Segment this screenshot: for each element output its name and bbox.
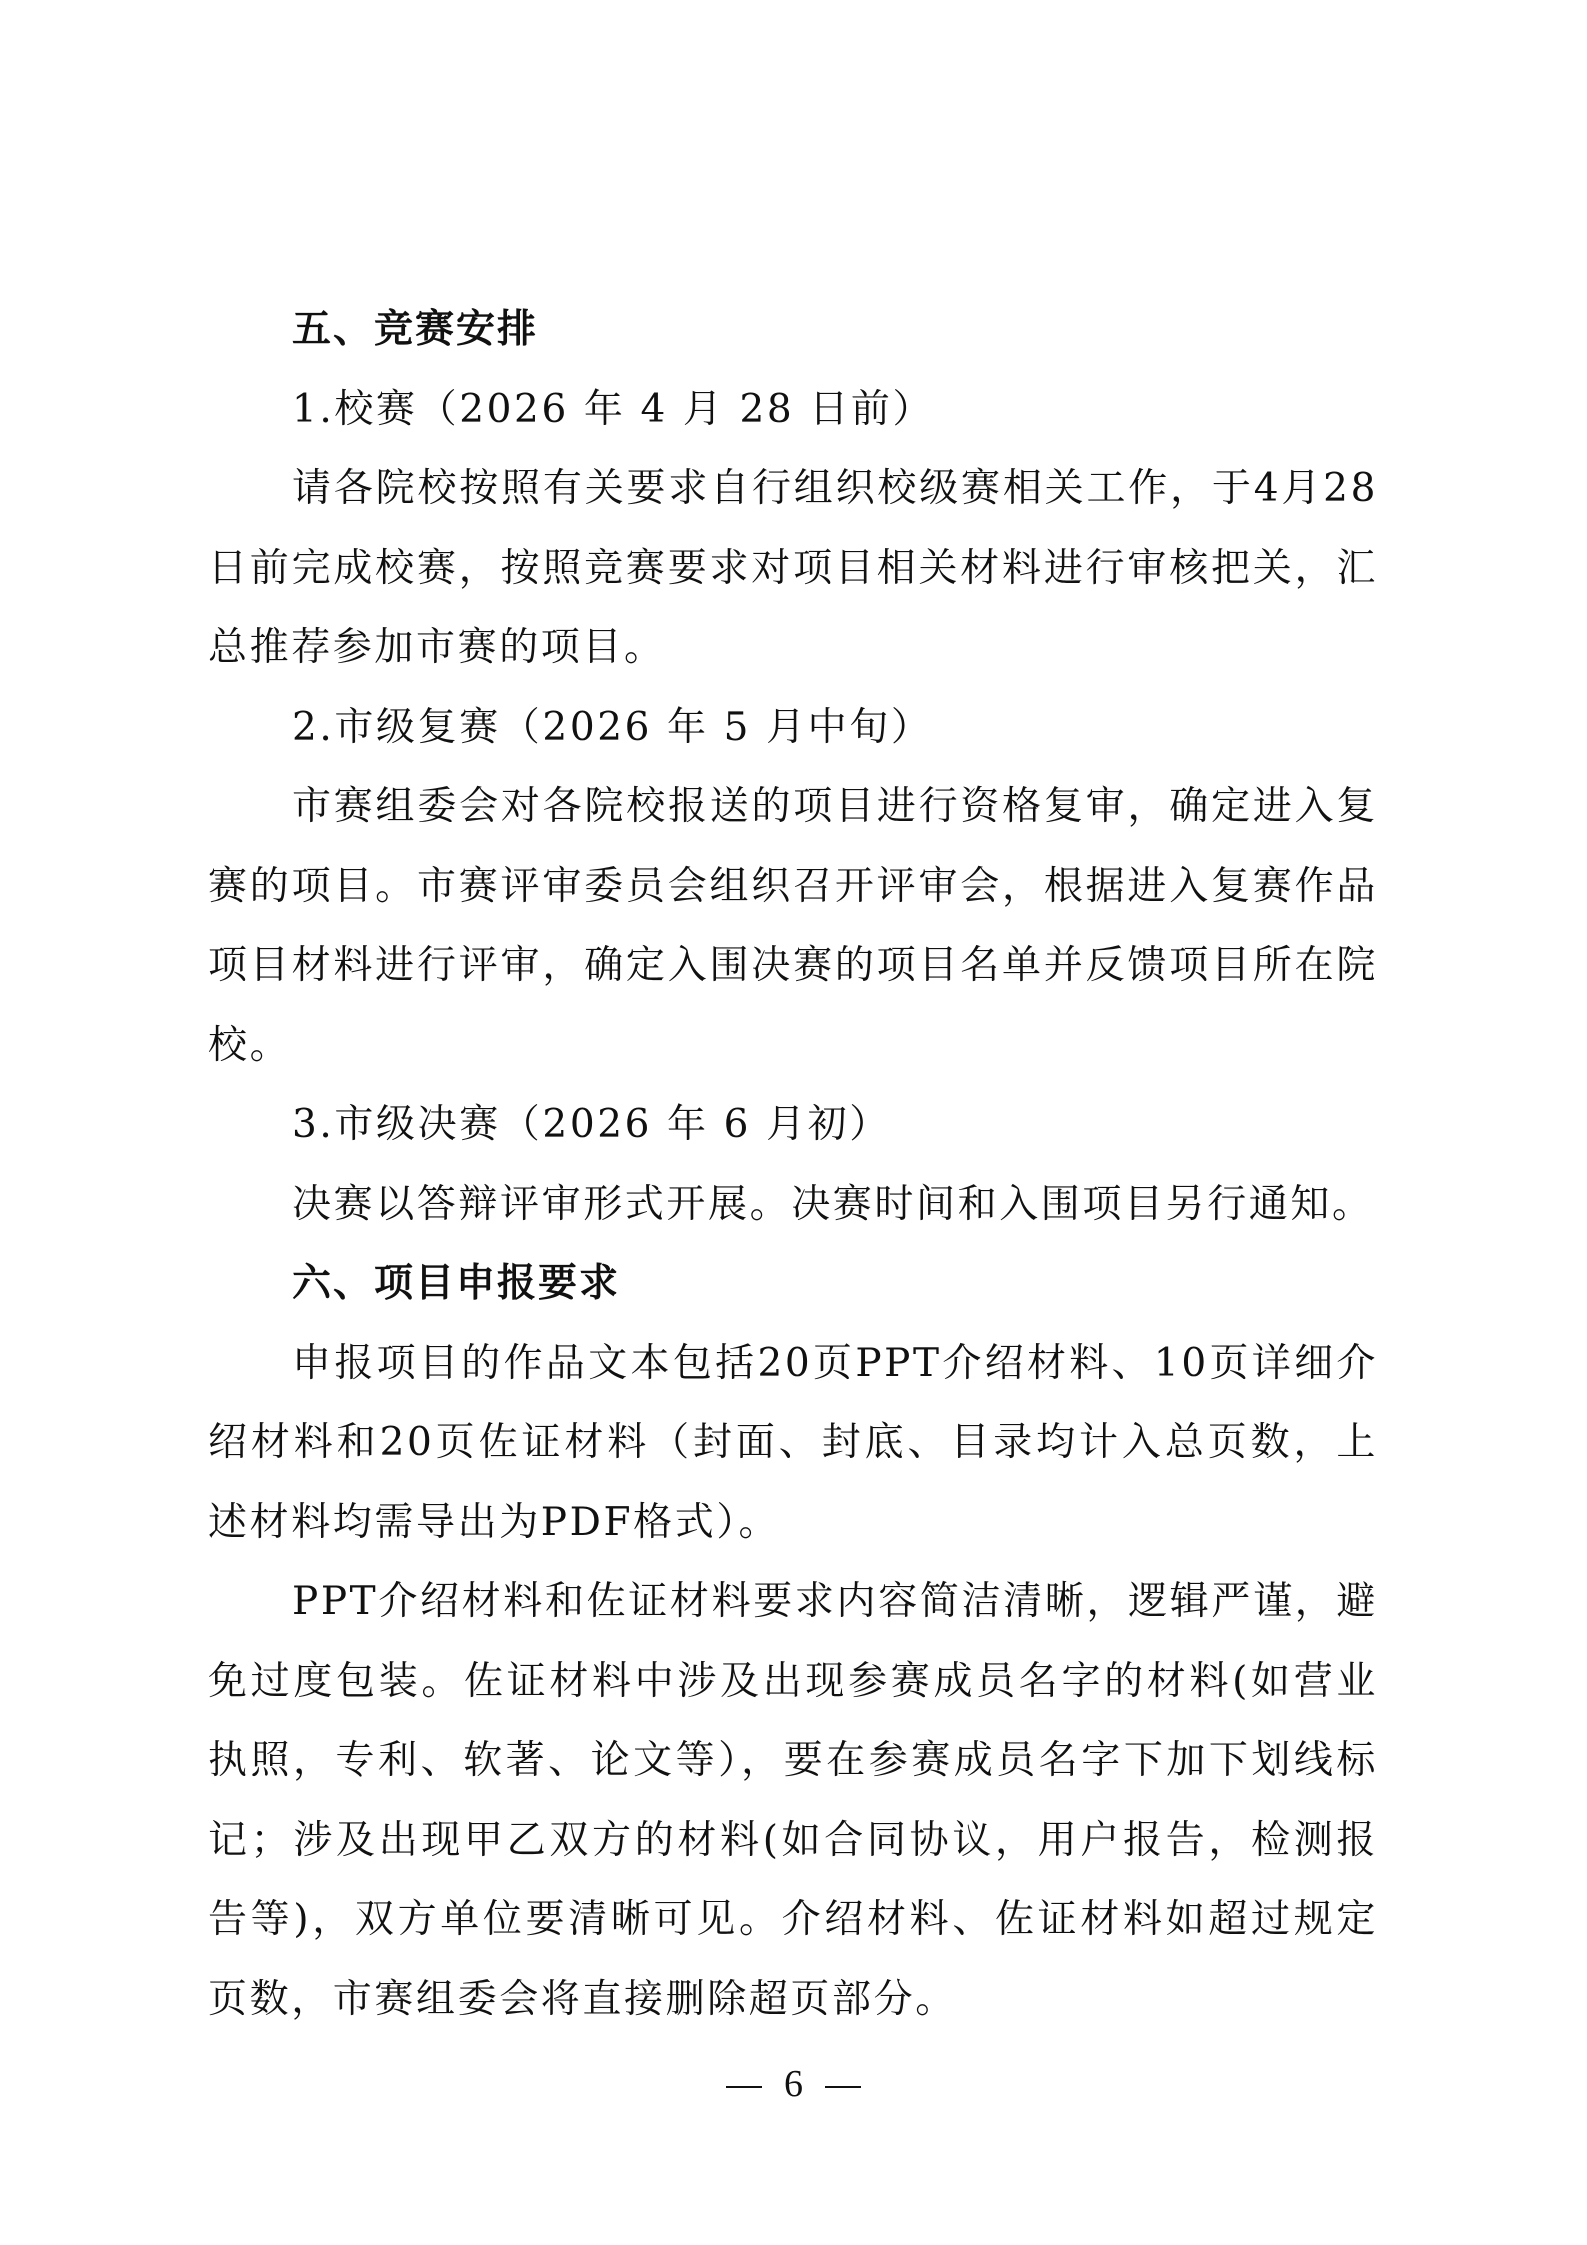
dash-right: [825, 2086, 861, 2088]
subsection-title-city-semifinal: 2.市级复赛（2026 年 5 月中旬）: [292, 704, 933, 750]
section-heading-5: 五、竞赛安排: [292, 307, 539, 352]
page-content: [208, 290, 1378, 2039]
page-footer: [0, 2062, 1587, 2106]
paragraph-school-round: 请各院校按照有关要求自行组织校级赛相关工作，于4月28日前完成校赛，按照竞赛要求对项目相关材料进行审核把关，汇总推荐参加市赛的项目。: [208, 466, 1378, 670]
dash-left: [726, 2086, 762, 2088]
subsection-title-school: 1.校赛（2026 年 4 月 28 日前）: [292, 386, 935, 432]
page-number: 6: [784, 2063, 803, 2105]
paragraph-city-final: 决赛以答辩评审形式开展。决赛时间和入围项目另行通知。: [292, 1181, 1374, 1227]
paragraph-submission-materials: 申报项目的作品文本包括20页PPT介绍材料、10页详细介绍材料和20页佐证材料（封面、封底、目录均计入总页数，上述材料均需导出为PDF格式）。: [208, 1340, 1378, 1545]
paragraph-material-requirements: PPT介绍材料和佐证材料要求内容简洁清晰，逻辑严谨，避免过度包装。佐证材料中涉及出现参赛成员名字的材料(如营业执照，专利、软著、论文等），要在参赛成员名字下加下划线标记；涉及出现甲乙双方的材料(如合同协议，用户报告，检测报告等)，双方单位要清晰可见。介绍材料、佐证材料如超过规定页数，市赛组委会将直接删除超页部分。: [208, 1579, 1378, 2022]
subsection-title-city-final: 3.市级决赛（2026 年 6 月初）: [292, 1102, 891, 1147]
section-heading-6: 六、项目申报要求: [292, 1261, 621, 1306]
paragraph-city-semifinal: 市赛组委会对各院校报送的项目进行资格复审，确定进入复赛的项目。市赛评审委员会组织召开评审会，根据进入复赛作品项目材料进行评审，确定入围决赛的项目名单并反馈项目所在院校。: [208, 784, 1378, 1068]
